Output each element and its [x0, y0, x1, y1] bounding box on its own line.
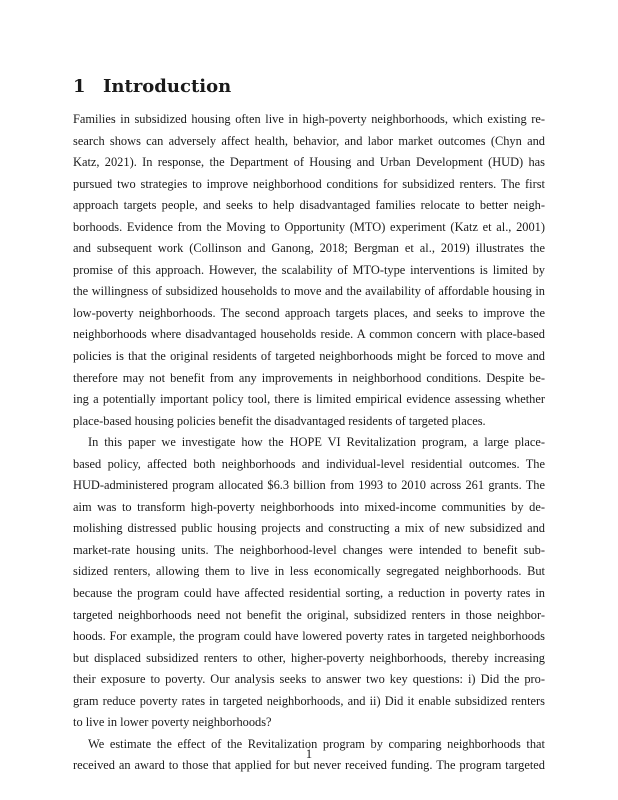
text-line: because the program could have affected residential sorting, a reduction in poverty rates in	[73, 586, 545, 601]
text-line: Families in subsidized housing often live in high-poverty neighborhoods, which existing re-	[73, 112, 545, 126]
text-line: low-poverty neighborhoods. The second approach targets places, and seeks to improve the	[73, 305, 545, 320]
text-line: search shows can adversely affect health, behavior, and labor market outcomes (Chyn and	[73, 133, 545, 148]
text-line: aim was to transform high-poverty neighborhoods into mixed-income communities by de-	[73, 499, 545, 514]
text-line: their exposure to poverty. Our analysis seeks to answer two key questions: i) Did the pro-	[73, 672, 545, 687]
text-line: received an award to those that applied for but never received funding. The program targeted	[73, 758, 545, 773]
body-text	[73, 109, 545, 777]
text-line: promise of this approach. However, the scalability of MTO-type interventions is limited by	[73, 262, 545, 277]
text-line: hoods. For example, the program could have lowered poverty rates in targeted neighborhoods	[73, 629, 545, 644]
text-line: policies is that the original residents of targeted neighborhoods might be forced to move and	[73, 349, 545, 364]
text-line: pursued two strategies to improve neighborhood conditions for subsidized renters. The first	[73, 176, 545, 191]
text-line: but displaced subsidized renters to other, higher-poverty neighborhoods, thereby increasing	[73, 650, 545, 665]
text-line: In this paper we investigate how the HOPE VI Revitalization program, a large place-	[88, 435, 545, 450]
text-line: approach targets people, and seeks to help disadvantaged families relocate to better neigh-	[73, 198, 545, 213]
text-line: borhoods. Evidence from the Moving to Opportunity (MTO) experiment (Katz et al., 2001)	[73, 219, 545, 234]
text-line: We estimate the effect of the Revitalization program by comparing neighborhoods that	[88, 736, 545, 751]
section-title: Introduction	[103, 76, 232, 97]
paragraph-1	[73, 109, 545, 432]
text-line: based policy, affected both neighborhoods and individual-level residential outcomes. The	[73, 456, 545, 471]
text-line: the willingness of subsidized households to move and the availability of affordable housing in	[73, 284, 545, 299]
text-line: to live in lower poverty neighborhoods?	[73, 715, 272, 730]
text-line: molishing distressed public housing projects and constructing a mix of new subsidized and	[73, 521, 545, 536]
text-line: place-based housing policies benefit the disadvantaged residents of targeted places.	[73, 413, 486, 428]
text-line: market-rate housing units. The neighborhood-level changes were intended to benefit sub-	[73, 542, 545, 557]
section-number: 1	[73, 76, 86, 97]
text-line: neighborhoods where disadvantaged households reside. A common concern with place-based	[73, 327, 545, 342]
page-number: 1	[305, 747, 313, 761]
section-heading	[73, 76, 231, 98]
text-line: therefore may not benefit from any improvements in neighborhood conditions. Despite be-	[73, 370, 545, 385]
text-line: Katz, 2021). In response, the Department of Housing and Urban Development (HUD) has	[73, 155, 545, 170]
text-line: and subsequent work (Collinson and Ganong, 2018; Bergman et al., 2019) illustrates the	[73, 241, 545, 256]
text-line: sidized renters, allowing them to live in less economically segregated neighborhoods. But	[73, 564, 545, 579]
text-line: HUD-administered program allocated $6.3 billion from 1993 to 2010 across 261 grants. The	[73, 478, 545, 493]
text-line: gram reduce poverty rates in targeted neighborhoods, and ii) Did it enable subsidized renters	[73, 693, 545, 708]
paragraph-2	[73, 432, 545, 734]
text-line: targeted neighborhoods need not benefit the original, subsidized renters in those neighbor-	[73, 607, 545, 622]
text-line: ing a potentially important policy tool, there is limited empirical evidence assessing whether	[73, 392, 545, 407]
